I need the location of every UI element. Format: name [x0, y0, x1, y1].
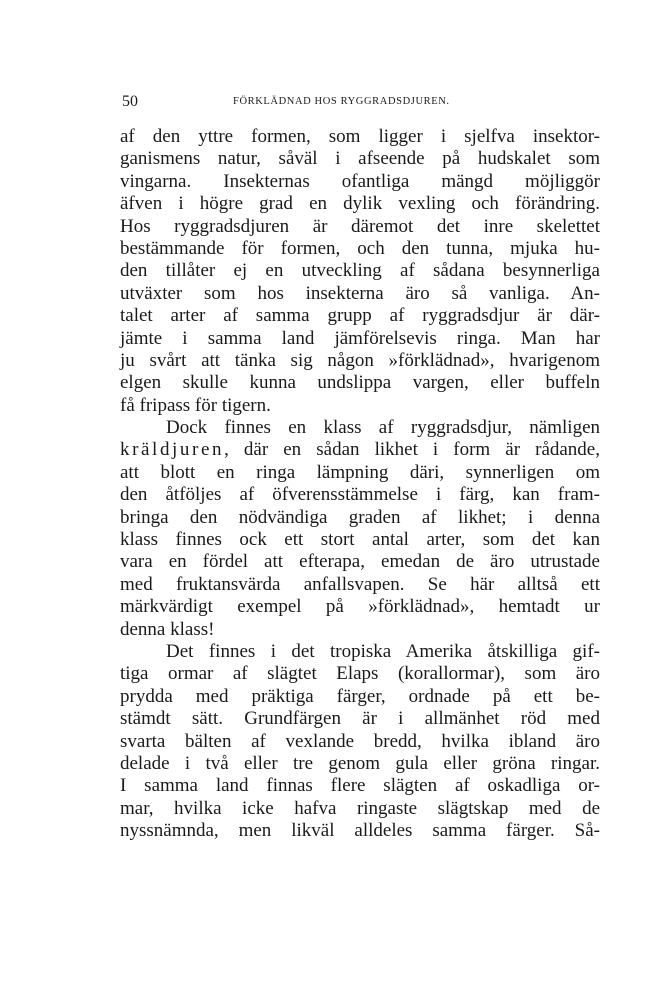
text-line: prydda med präktiga färger, ordnade på ett be-: [120, 685, 600, 707]
text-line: jämte i samma land jämförelsevis ringa. Man har: [120, 327, 600, 349]
page-number: 50: [122, 93, 138, 110]
page-header: [120, 92, 600, 112]
text-line: I samma land finnas flere slägten af oskadliga or-: [120, 775, 600, 797]
text-line: Hos ryggradsdjuren är däremot det inre skelettet: [120, 215, 600, 237]
text-line: den åtföljes af öfverensstämmelse i färg, kan fram-: [120, 484, 600, 506]
emphasized-word: kräldjuren: [120, 439, 225, 461]
text-line: tiga ormar af slägtet Elaps (korallormar), som äro: [120, 663, 600, 685]
running-head: FÖRKLÄDNAD HOS RYGGRADSDJUREN.: [233, 96, 450, 107]
text-line: klass finnes ock ett stort antal arter, som det kan: [120, 529, 600, 551]
paragraph-start-line: Det finnes i det tropiska Amerika åtskilliga gif-: [166, 640, 600, 662]
text-line: ganismens natur, såväl i afseende på hudskalet som: [120, 148, 600, 170]
text-line: vingarna. Insekternas ofantliga mängd möjliggör: [120, 170, 600, 192]
text-line: märkvärdigt exempel på »förklädnad», hemtadt ur: [120, 596, 600, 618]
text-line: svarta bälten af vexlande bredd, hvilka ibland äro: [120, 730, 600, 752]
text-line: talet arter af samma grupp af ryggradsdjur är där-: [120, 305, 600, 327]
text-line: ju svårt att tänka sig någon »förklädnad», hvarigenom: [120, 349, 600, 371]
text-line: utväxter som hos insekterna äro så vanliga. An-: [120, 282, 600, 304]
text-line: af den yttre formen, som ligger i sjelfva insektor-: [120, 126, 600, 147]
text-line: vara en fördel att efterapa, emedan de äro utrustade: [120, 551, 600, 573]
reptile-line-rest: , där en sådan likhet i form är rådande,: [224, 439, 600, 461]
text-line: med fruktansvärda anfallsvapen. Se här alltså ett: [120, 573, 600, 595]
text-line: stämdt sätt. Grundfärgen är i allmänhet röd med: [120, 708, 600, 730]
text-line: elgen skulle kunna undslippa vargen, eller buffeln: [120, 372, 600, 394]
text-line: få fripass för tigern.: [120, 394, 271, 416]
paragraph-start-line: Dock finnes en klass af ryggradsdjur, nämligen: [166, 417, 600, 439]
text-line: bestämmande för formen, och den tunna, mjuka hu-: [120, 237, 600, 259]
text-line: äfven i högre grad en dylik vexling och förändring.: [120, 193, 600, 215]
body-text: [120, 126, 600, 843]
text-line: bringa den nödvändiga graden af likhet; i denna: [120, 506, 600, 528]
text-line: den tillåter ej en utveckling af sådana besynnerliga: [120, 260, 600, 282]
text-line: att blott en ringa lämpning däri, synnerligen om: [120, 461, 600, 483]
text-line: mar, hvilka icke hafva ringaste slägtskap med de: [120, 797, 600, 819]
text-line: nyssnämnda, men likväl alldeles samma färger. Så-: [120, 820, 600, 842]
reptile-line: [120, 439, 600, 461]
text-line: denna klass!: [120, 618, 215, 640]
text-line: delade i två eller tre genom gula eller gröna ringar.: [120, 752, 600, 774]
